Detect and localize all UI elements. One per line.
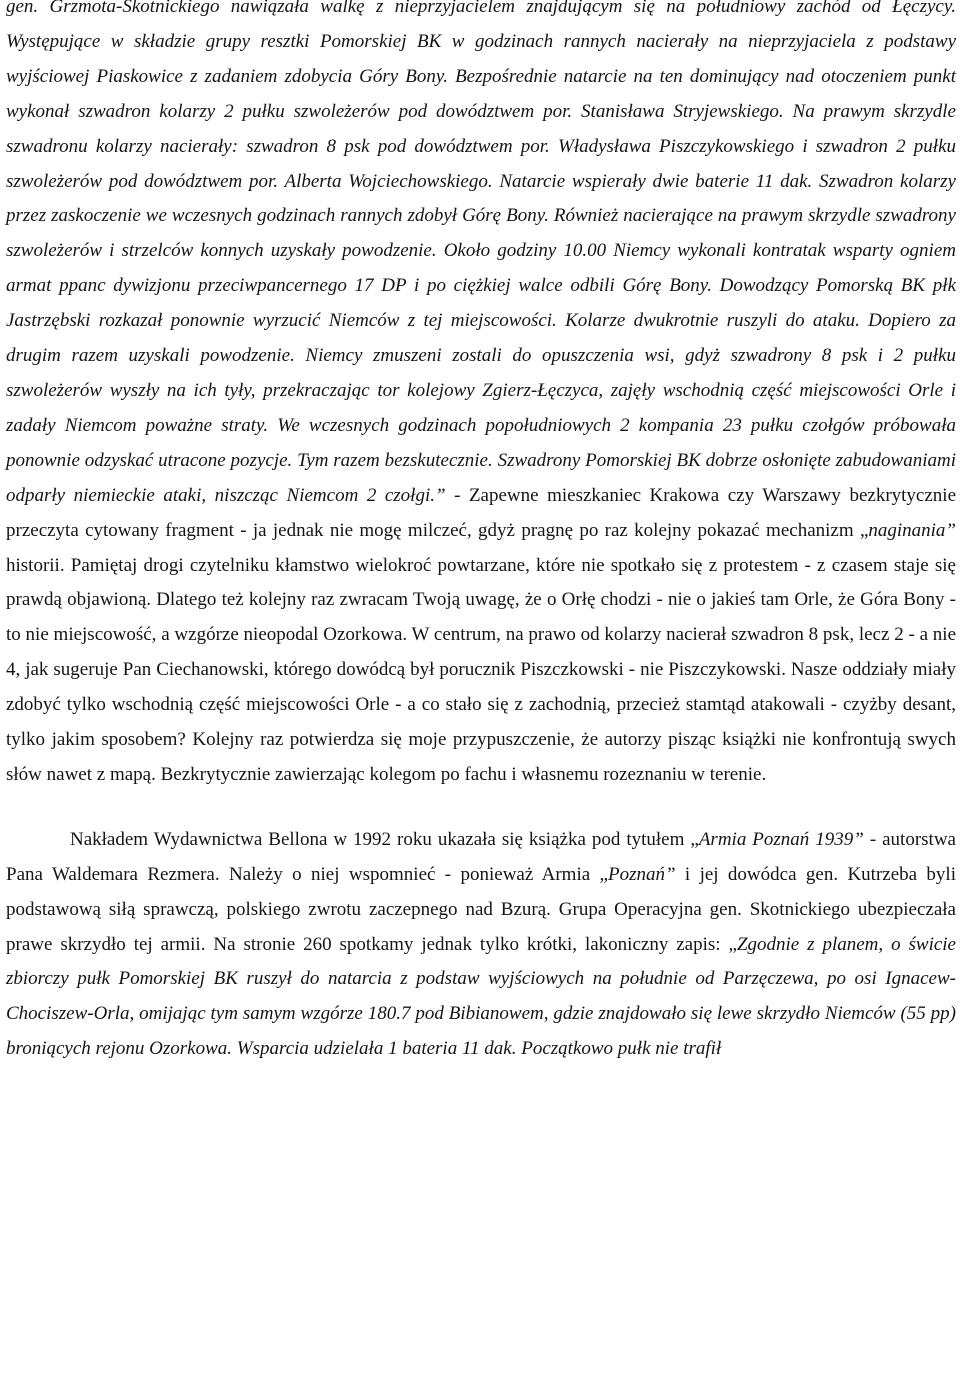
document-page (6, 0, 956, 1067)
body-text: Nakładem Wydawnictwa Bellona w 1992 roku ukazała się książka pod tytułem „ (70, 828, 699, 850)
body-text: - autorstwa Pana Waldemara Rezmera. Należy o niej wspomnieć - ponieważ Armia „ (6, 828, 956, 885)
paragraph-armia-poznan (6, 823, 956, 1067)
army-name: Poznań” (607, 863, 676, 885)
book-title: Armia Poznań 1939” (698, 828, 864, 850)
paragraph-quote-and-commentary (6, 0, 956, 793)
commentary-text-continued: historii. Pamiętaj drogi czytelniku kłamstwo wielokroć powtarzane, które nie spotkało się z protestem - z czasem staje się prawdą objawioną. Dlatego też kolejny raz zwracam Twoją uwagę, że o Orłę chodzi - nie o jakieś tam Orle, że Góra Bony - to nie miejscowość, a wzgórze nieopodal Ozorkowa. W centrum, na prawo od kolarzy nacierał szwadron 8 psk, lecz 2 - a nie 4, jak sugeruje Pan Ciechanowski, którego dowódcą był porucznik Piszczkowski - nie Piszczykowski. Nasze oddziały miały zdobyć tylko wschodnią część miejscowości Orle - a co stało się z zachodnią, przecież stamtąd atakowali - czyżby desant, tylko jakim sposobem? Kolejny raz potwierdza się moje przypuszczenie, że autorzy pisząc książki nie konfrontują swych słów nawet z mapą. Bezkrytycznie zawierzając kolegom po fachu i własnemu rozeznaniu w terenie. (6, 554, 956, 785)
commentary-text: - Zapewne mieszkaniec Krakowa czy Warszawy bezkrytycznie przeczyta cytowany fragment - ja jednak nie mogę milczeć, gdyż pragnę po raz kolejny pokazać mechanizm „ (6, 484, 957, 541)
emphasis-naginania: naginania” (868, 519, 956, 541)
quoted-text: gen. Grzmota-Skotnickiego nawiązała walkę z nieprzyjacielem znajdującym się na południowy zachód od Łęczycy. Występujące w składzie grupy resztki Pomorskiej BK w godzinach rannych nacierały na nieprzyjaciela z podstawy wyjściowej Piaskowice z zadaniem zdobycia Góry Bony. Bezpośrednie natarcie na ten dominujący nad otoczeniem punkt wykonał szwadron kolarzy 2 pułku szwoleżerów pod dowództwem por. Stanisława Stryjewskiego. Na prawym skrzydle szwadronu kolarzy nacierały: szwadron 8 psk pod dowództwem por. Władysława Piszczykowskiego i szwadron 2 pułku szwoleżerów pod dowództwem por. Alberta Wojciechowskiego. Natarcie wspierały dwie baterie 11 dak. Szwadron kolarzy przez zaskoczenie we wczesnych godzinach rannych zdobył Górę Bony. Również nacierające na prawym skrzydle szwadrony szwoleżerów i strzelców konnych uzyskały powodzenie. Około godziny 10.00 Niemcy wykonali kontratak wsparty ogniem armat ppanc dywizjonu przeciwpancernego 17 DP i po ciężkiej walce odbili Górę Bony. Dowodzący Pomorską BK płk Jastrzębski rozkazał ponownie wyrzucić Niemców z tej miejscowości. Kolarze dwukrotnie ruszyli do ataku. Dopiero za drugim razem uzyskali powodzenie. Niemcy zmuszeni zostali do opuszczenia wsi, gdyż szwadrony 8 psk i 2 pułku szwoleżerów wyszły na ich tyły, przekraczając tor kolejowy Zgierz-Łęczyca, zajęły wschodnią część miejscowości Orle i zadały Niemcom poważne straty. We wczesnych godzinach popołudniowych 2 kompania 23 pułku czołgów próbowała ponownie odzyskać utracone pozycje. Tym razem bezskutecznie. Szwadrony Pomorskiej BK dobrze osłonięte zabudowaniami odparły niemieckie ataki, niszcząc Niemcom 2 czołgi.” (6, 0, 956, 506)
body-text: i jej dowódca gen. Kutrzeba byli podstawową siłą sprawczą, polskiego zwrotu zaczepnego nad Bzurą. Grupa Operacyjna gen. Skotnickiego ubezpieczała prawe skrzydło tej armii. Na stronie 260 spotkamy jednak tylko krótki, lakoniczny zapis: „ (6, 863, 956, 955)
quoted-text: Zgodnie z planem, o świcie zbiorczy pułk Pomorskiej BK ruszył do natarcia z podstaw wyjściowych na południe od Parzęczewa, po osi Ignacew-Chociszew-Orla, omijając tym samym wzgórze 180.7 pod Bibianowem, gdzie znajdowało się lewe skrzydło Niemców (55 pp) broniących rejonu Ozorkowa. Wsparcia udzielała 1 bateria 11 dak. Początkowo pułk nie trafił (6, 933, 956, 1060)
